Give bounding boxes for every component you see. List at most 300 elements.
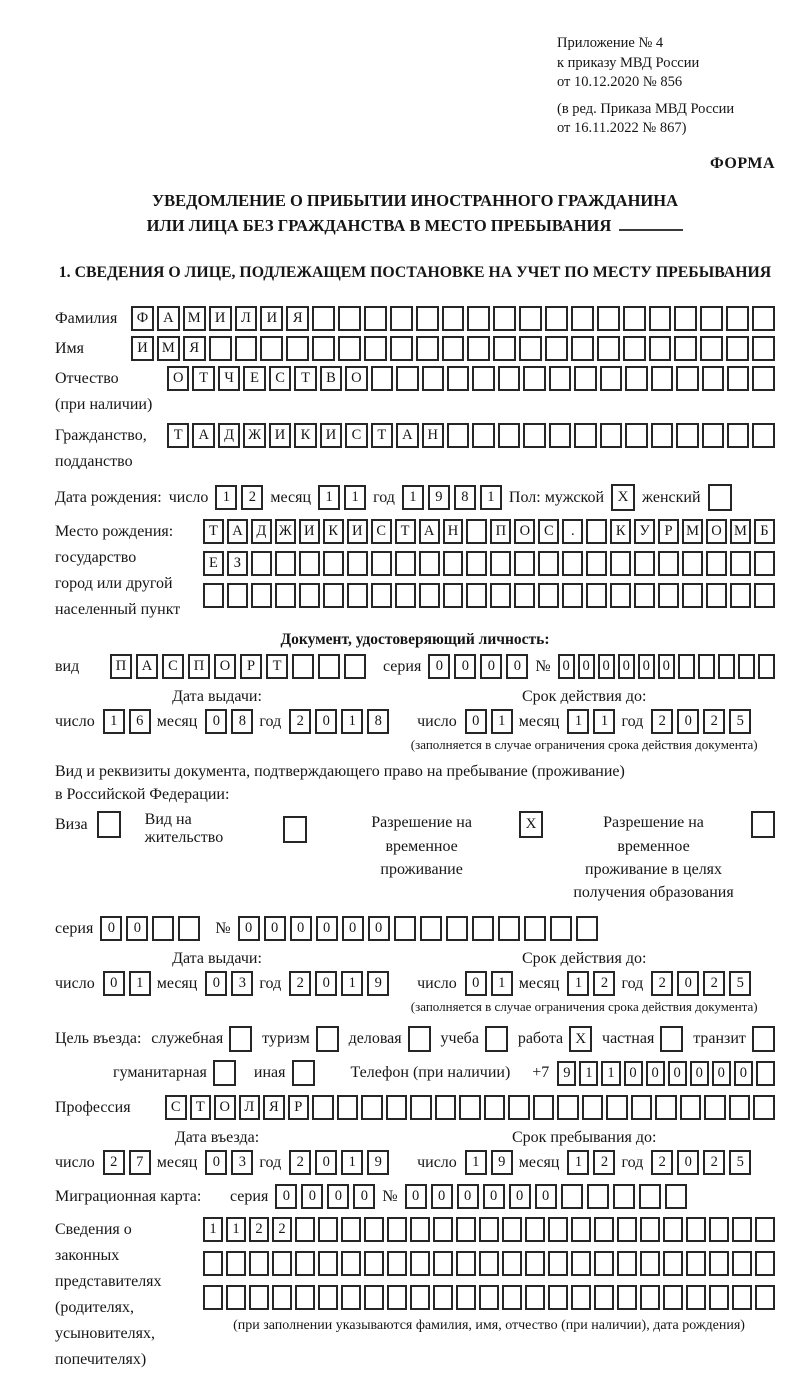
char-box[interactable] xyxy=(395,583,416,608)
char-box[interactable] xyxy=(752,366,774,391)
char-box[interactable] xyxy=(292,654,314,679)
char-box[interactable]: . xyxy=(562,519,583,544)
char-box[interactable]: 0 xyxy=(618,654,635,679)
char-box[interactable] xyxy=(251,551,272,576)
char-box[interactable]: 0 xyxy=(100,916,122,941)
char-box[interactable]: О xyxy=(706,519,727,544)
char-box[interactable] xyxy=(490,583,511,608)
char-box[interactable] xyxy=(625,366,647,391)
official-checkbox[interactable] xyxy=(229,1026,252,1052)
char-box[interactable] xyxy=(341,1285,361,1310)
char-box[interactable] xyxy=(753,1095,775,1120)
char-box[interactable] xyxy=(446,916,468,941)
char-box[interactable] xyxy=(640,1217,660,1242)
char-box[interactable] xyxy=(634,551,655,576)
char-box[interactable] xyxy=(387,1285,407,1310)
char-box[interactable]: Е xyxy=(243,366,265,391)
char-box[interactable]: 5 xyxy=(729,1150,751,1175)
char-box[interactable]: Ф xyxy=(131,306,154,331)
char-box[interactable]: 0 xyxy=(353,1184,375,1209)
char-box[interactable] xyxy=(299,583,320,608)
char-box[interactable]: 0 xyxy=(578,654,595,679)
char-box[interactable]: М xyxy=(682,519,703,544)
char-box[interactable] xyxy=(390,336,413,361)
char-box[interactable]: В xyxy=(320,366,342,391)
char-box[interactable]: 1 xyxy=(341,1150,363,1175)
char-box[interactable]: 0 xyxy=(506,654,528,679)
char-box[interactable] xyxy=(680,1095,702,1120)
temp-residence-edu-checkbox[interactable] xyxy=(751,811,775,838)
char-box[interactable]: А xyxy=(419,519,440,544)
char-box[interactable]: О xyxy=(167,366,189,391)
char-box[interactable] xyxy=(498,366,520,391)
char-box[interactable] xyxy=(533,1095,555,1120)
char-box[interactable] xyxy=(286,336,309,361)
char-box[interactable] xyxy=(571,336,594,361)
char-box[interactable] xyxy=(386,1095,408,1120)
char-box[interactable] xyxy=(433,1251,453,1276)
char-box[interactable] xyxy=(702,366,724,391)
char-box[interactable]: 0 xyxy=(126,916,148,941)
char-box[interactable] xyxy=(597,336,620,361)
char-box[interactable] xyxy=(272,1285,292,1310)
char-box[interactable] xyxy=(479,1217,499,1242)
char-box[interactable]: 2 xyxy=(593,1150,615,1175)
char-box[interactable] xyxy=(249,1285,269,1310)
char-box[interactable]: О xyxy=(214,1095,236,1120)
char-box[interactable]: 0 xyxy=(509,1184,531,1209)
char-box[interactable]: И xyxy=(320,423,342,448)
private-checkbox[interactable] xyxy=(660,1026,683,1052)
char-box[interactable]: С xyxy=(165,1095,187,1120)
char-box[interactable]: 0 xyxy=(465,971,487,996)
char-box[interactable] xyxy=(467,306,490,331)
char-box[interactable]: 1 xyxy=(341,709,363,734)
char-box[interactable]: И xyxy=(260,306,283,331)
char-box[interactable] xyxy=(312,306,335,331)
char-box[interactable]: 0 xyxy=(342,916,364,941)
char-box[interactable]: 0 xyxy=(638,654,655,679)
char-box[interactable]: Т xyxy=(395,519,416,544)
char-box[interactable]: С xyxy=(371,519,392,544)
char-box[interactable] xyxy=(467,336,490,361)
char-box[interactable] xyxy=(525,1251,545,1276)
char-box[interactable]: 0 xyxy=(624,1061,643,1086)
char-box[interactable] xyxy=(433,1217,453,1242)
char-box[interactable]: О xyxy=(514,519,535,544)
char-box[interactable]: А xyxy=(136,654,158,679)
char-box[interactable]: 0 xyxy=(205,1150,227,1175)
char-box[interactable]: 1 xyxy=(593,709,615,734)
char-box[interactable] xyxy=(754,583,775,608)
char-box[interactable]: 0 xyxy=(315,1150,337,1175)
char-box[interactable]: 0 xyxy=(457,1184,479,1209)
char-box[interactable] xyxy=(152,916,174,941)
char-box[interactable]: 0 xyxy=(205,709,227,734)
char-box[interactable] xyxy=(663,1217,683,1242)
char-box[interactable]: А xyxy=(396,423,418,448)
char-box[interactable]: 0 xyxy=(598,654,615,679)
char-box[interactable]: 9 xyxy=(367,971,389,996)
char-box[interactable] xyxy=(640,1251,660,1276)
char-box[interactable] xyxy=(545,306,568,331)
char-box[interactable]: И xyxy=(347,519,368,544)
char-box[interactable] xyxy=(561,1184,583,1209)
char-box[interactable] xyxy=(472,366,494,391)
char-box[interactable] xyxy=(347,551,368,576)
char-box[interactable] xyxy=(502,1217,522,1242)
char-box[interactable] xyxy=(447,366,469,391)
char-box[interactable]: 8 xyxy=(231,709,253,734)
char-box[interactable] xyxy=(634,583,655,608)
char-box[interactable]: 2 xyxy=(651,971,673,996)
char-box[interactable] xyxy=(416,306,439,331)
char-box[interactable]: 2 xyxy=(289,709,311,734)
char-box[interactable] xyxy=(472,916,494,941)
char-box[interactable] xyxy=(600,423,622,448)
char-box[interactable]: Р xyxy=(658,519,679,544)
char-box[interactable]: 0 xyxy=(205,971,227,996)
char-box[interactable] xyxy=(519,306,542,331)
char-box[interactable] xyxy=(466,519,487,544)
char-box[interactable]: А xyxy=(192,423,214,448)
char-box[interactable]: 5 xyxy=(729,971,751,996)
char-box[interactable]: 1 xyxy=(491,709,513,734)
char-box[interactable] xyxy=(663,1285,683,1310)
char-box[interactable] xyxy=(617,1285,637,1310)
char-box[interactable] xyxy=(275,583,296,608)
char-box[interactable]: 1 xyxy=(215,485,237,510)
char-box[interactable]: И xyxy=(209,306,232,331)
char-box[interactable] xyxy=(730,583,751,608)
char-box[interactable] xyxy=(617,1217,637,1242)
char-box[interactable]: 8 xyxy=(367,709,389,734)
char-box[interactable] xyxy=(323,551,344,576)
char-box[interactable] xyxy=(227,583,248,608)
char-box[interactable] xyxy=(732,1285,752,1310)
char-box[interactable] xyxy=(410,1217,430,1242)
char-box[interactable] xyxy=(364,306,387,331)
char-box[interactable]: 1 xyxy=(129,971,151,996)
char-box[interactable] xyxy=(752,336,775,361)
char-box[interactable] xyxy=(347,583,368,608)
char-box[interactable]: У xyxy=(634,519,655,544)
char-box[interactable] xyxy=(251,583,272,608)
char-box[interactable] xyxy=(344,654,366,679)
char-box[interactable]: 0 xyxy=(734,1061,753,1086)
char-box[interactable] xyxy=(706,583,727,608)
char-box[interactable]: Е xyxy=(203,551,224,576)
char-box[interactable]: 2 xyxy=(651,1150,673,1175)
char-box[interactable]: 0 xyxy=(368,916,390,941)
char-box[interactable]: 2 xyxy=(249,1217,269,1242)
char-box[interactable] xyxy=(443,551,464,576)
char-box[interactable] xyxy=(549,366,571,391)
char-box[interactable]: Я xyxy=(183,336,206,361)
char-box[interactable]: 1 xyxy=(491,971,513,996)
char-box[interactable] xyxy=(419,551,440,576)
char-box[interactable]: 2 xyxy=(272,1217,292,1242)
char-box[interactable] xyxy=(456,1217,476,1242)
char-box[interactable] xyxy=(665,1184,687,1209)
char-box[interactable]: 9 xyxy=(428,485,450,510)
char-box[interactable] xyxy=(514,551,535,576)
char-box[interactable]: 2 xyxy=(289,971,311,996)
char-box[interactable]: 2 xyxy=(241,485,263,510)
char-box[interactable]: Ч xyxy=(218,366,240,391)
char-box[interactable] xyxy=(752,423,774,448)
char-box[interactable] xyxy=(456,1251,476,1276)
char-box[interactable]: 2 xyxy=(703,709,725,734)
char-box[interactable] xyxy=(387,1217,407,1242)
char-box[interactable] xyxy=(479,1251,499,1276)
char-box[interactable]: 0 xyxy=(264,916,286,941)
char-box[interactable] xyxy=(371,551,392,576)
char-box[interactable] xyxy=(312,1095,334,1120)
char-box[interactable] xyxy=(709,1251,729,1276)
char-box[interactable] xyxy=(472,423,494,448)
transit-checkbox[interactable] xyxy=(752,1026,775,1052)
char-box[interactable] xyxy=(466,583,487,608)
char-box[interactable] xyxy=(649,336,672,361)
char-box[interactable] xyxy=(410,1251,430,1276)
char-box[interactable] xyxy=(364,1251,384,1276)
char-box[interactable]: Н xyxy=(443,519,464,544)
char-box[interactable] xyxy=(410,1285,430,1310)
char-box[interactable] xyxy=(420,916,442,941)
char-box[interactable]: Т xyxy=(190,1095,212,1120)
char-box[interactable] xyxy=(651,366,673,391)
char-box[interactable] xyxy=(371,583,392,608)
char-box[interactable] xyxy=(674,336,697,361)
char-box[interactable]: 1 xyxy=(579,1061,598,1086)
char-box[interactable] xyxy=(318,1285,338,1310)
char-box[interactable]: А xyxy=(157,306,180,331)
char-box[interactable] xyxy=(610,551,631,576)
char-box[interactable] xyxy=(538,583,559,608)
tourism-checkbox[interactable] xyxy=(316,1026,339,1052)
char-box[interactable] xyxy=(613,1184,635,1209)
char-box[interactable]: 0 xyxy=(316,916,338,941)
char-box[interactable]: Т xyxy=(371,423,393,448)
char-box[interactable] xyxy=(755,1251,775,1276)
char-box[interactable] xyxy=(341,1251,361,1276)
char-box[interactable]: С xyxy=(269,366,291,391)
char-box[interactable]: 2 xyxy=(103,1150,125,1175)
char-box[interactable] xyxy=(396,366,418,391)
char-box[interactable]: 2 xyxy=(703,1150,725,1175)
char-box[interactable]: 2 xyxy=(703,971,725,996)
residence-permit-checkbox[interactable] xyxy=(283,816,307,843)
char-box[interactable]: Н xyxy=(422,423,444,448)
char-box[interactable] xyxy=(574,423,596,448)
char-box[interactable] xyxy=(674,306,697,331)
char-box[interactable] xyxy=(442,336,465,361)
char-box[interactable]: Л xyxy=(235,306,258,331)
char-box[interactable] xyxy=(394,916,416,941)
study-checkbox[interactable] xyxy=(485,1026,508,1052)
char-box[interactable] xyxy=(502,1285,522,1310)
char-box[interactable]: 0 xyxy=(405,1184,427,1209)
char-box[interactable]: О xyxy=(214,654,236,679)
char-box[interactable] xyxy=(548,1251,568,1276)
char-box[interactable]: 0 xyxy=(690,1061,709,1086)
char-box[interactable]: 1 xyxy=(341,971,363,996)
char-box[interactable] xyxy=(686,1285,706,1310)
char-box[interactable] xyxy=(655,1095,677,1120)
char-box[interactable] xyxy=(260,336,283,361)
char-box[interactable] xyxy=(226,1251,246,1276)
char-box[interactable] xyxy=(709,1285,729,1310)
char-box[interactable] xyxy=(682,551,703,576)
char-box[interactable] xyxy=(338,336,361,361)
char-box[interactable]: Т xyxy=(167,423,189,448)
char-box[interactable] xyxy=(508,1095,530,1120)
char-box[interactable]: 0 xyxy=(646,1061,665,1086)
visa-checkbox[interactable] xyxy=(97,811,121,838)
char-box[interactable] xyxy=(727,423,749,448)
char-box[interactable]: 0 xyxy=(677,709,699,734)
char-box[interactable] xyxy=(548,1285,568,1310)
char-box[interactable] xyxy=(625,423,647,448)
char-box[interactable]: 0 xyxy=(315,971,337,996)
char-box[interactable] xyxy=(706,551,727,576)
char-box[interactable]: 0 xyxy=(535,1184,557,1209)
char-box[interactable] xyxy=(663,1251,683,1276)
char-box[interactable] xyxy=(419,583,440,608)
char-box[interactable]: С xyxy=(538,519,559,544)
char-box[interactable]: 3 xyxy=(231,971,253,996)
char-box[interactable]: 0 xyxy=(327,1184,349,1209)
char-box[interactable]: И xyxy=(299,519,320,544)
char-box[interactable] xyxy=(752,306,775,331)
char-box[interactable]: 1 xyxy=(226,1217,246,1242)
male-checkbox[interactable]: X xyxy=(611,484,635,511)
char-box[interactable] xyxy=(361,1095,383,1120)
char-box[interactable] xyxy=(456,1285,476,1310)
char-box[interactable] xyxy=(538,551,559,576)
char-box[interactable] xyxy=(606,1095,628,1120)
char-box[interactable] xyxy=(364,336,387,361)
char-box[interactable]: Д xyxy=(218,423,240,448)
char-box[interactable] xyxy=(295,1251,315,1276)
char-box[interactable] xyxy=(597,306,620,331)
char-box[interactable] xyxy=(756,1061,775,1086)
char-box[interactable] xyxy=(698,654,715,679)
char-box[interactable] xyxy=(442,306,465,331)
char-box[interactable] xyxy=(700,336,723,361)
char-box[interactable]: 1 xyxy=(567,1150,589,1175)
char-box[interactable] xyxy=(299,551,320,576)
char-box[interactable] xyxy=(640,1285,660,1310)
char-box[interactable] xyxy=(718,654,735,679)
char-box[interactable] xyxy=(704,1095,726,1120)
char-box[interactable]: О xyxy=(345,366,367,391)
char-box[interactable]: 2 xyxy=(289,1150,311,1175)
char-box[interactable] xyxy=(678,654,695,679)
char-box[interactable] xyxy=(514,583,535,608)
char-box[interactable]: Т xyxy=(294,366,316,391)
char-box[interactable]: 5 xyxy=(729,709,751,734)
char-box[interactable] xyxy=(586,551,607,576)
char-box[interactable] xyxy=(545,336,568,361)
char-box[interactable] xyxy=(525,1285,545,1310)
char-box[interactable] xyxy=(275,551,296,576)
char-box[interactable] xyxy=(610,583,631,608)
char-box[interactable] xyxy=(549,423,571,448)
char-box[interactable]: 1 xyxy=(480,485,502,510)
char-box[interactable] xyxy=(726,336,749,361)
char-box[interactable]: 1 xyxy=(601,1061,620,1086)
char-box[interactable] xyxy=(203,1285,223,1310)
char-box[interactable] xyxy=(651,423,673,448)
char-box[interactable]: 2 xyxy=(651,709,673,734)
other-checkbox[interactable] xyxy=(292,1060,315,1086)
char-box[interactable]: Я xyxy=(263,1095,285,1120)
char-box[interactable]: И xyxy=(131,336,154,361)
char-box[interactable]: 1 xyxy=(567,971,589,996)
char-box[interactable] xyxy=(658,583,679,608)
char-box[interactable] xyxy=(738,654,755,679)
char-box[interactable] xyxy=(484,1095,506,1120)
char-box[interactable]: 9 xyxy=(557,1061,576,1086)
char-box[interactable]: Б xyxy=(754,519,775,544)
char-box[interactable] xyxy=(686,1251,706,1276)
char-box[interactable] xyxy=(562,551,583,576)
char-box[interactable] xyxy=(571,1285,591,1310)
char-box[interactable] xyxy=(447,423,469,448)
char-box[interactable]: 1 xyxy=(318,485,340,510)
char-box[interactable]: Т xyxy=(192,366,214,391)
char-box[interactable]: Р xyxy=(288,1095,310,1120)
char-box[interactable] xyxy=(203,583,224,608)
char-box[interactable] xyxy=(700,306,723,331)
char-box[interactable]: С xyxy=(162,654,184,679)
char-box[interactable] xyxy=(755,1285,775,1310)
char-box[interactable] xyxy=(523,366,545,391)
char-box[interactable] xyxy=(178,916,200,941)
char-box[interactable]: 0 xyxy=(315,709,337,734)
char-box[interactable] xyxy=(364,1217,384,1242)
char-box[interactable] xyxy=(498,916,520,941)
char-box[interactable] xyxy=(416,336,439,361)
char-box[interactable]: 0 xyxy=(454,654,476,679)
char-box[interactable] xyxy=(493,306,516,331)
char-box[interactable] xyxy=(295,1217,315,1242)
char-box[interactable]: 0 xyxy=(465,709,487,734)
temp-residence-checkbox[interactable]: X xyxy=(519,811,543,838)
char-box[interactable] xyxy=(686,1217,706,1242)
char-box[interactable] xyxy=(490,551,511,576)
char-box[interactable]: 9 xyxy=(491,1150,513,1175)
char-box[interactable] xyxy=(727,366,749,391)
char-box[interactable]: 0 xyxy=(677,971,699,996)
char-box[interactable]: Р xyxy=(240,654,262,679)
char-box[interactable]: Д xyxy=(251,519,272,544)
char-box[interactable] xyxy=(295,1285,315,1310)
char-box[interactable]: А xyxy=(227,519,248,544)
char-box[interactable]: М xyxy=(183,306,206,331)
char-box[interactable] xyxy=(272,1251,292,1276)
char-box[interactable] xyxy=(312,336,335,361)
char-box[interactable]: 0 xyxy=(428,654,450,679)
char-box[interactable] xyxy=(479,1285,499,1310)
char-box[interactable] xyxy=(623,306,646,331)
char-box[interactable] xyxy=(639,1184,661,1209)
work-checkbox[interactable]: X xyxy=(569,1026,592,1052)
char-box[interactable] xyxy=(702,423,724,448)
char-box[interactable] xyxy=(443,583,464,608)
